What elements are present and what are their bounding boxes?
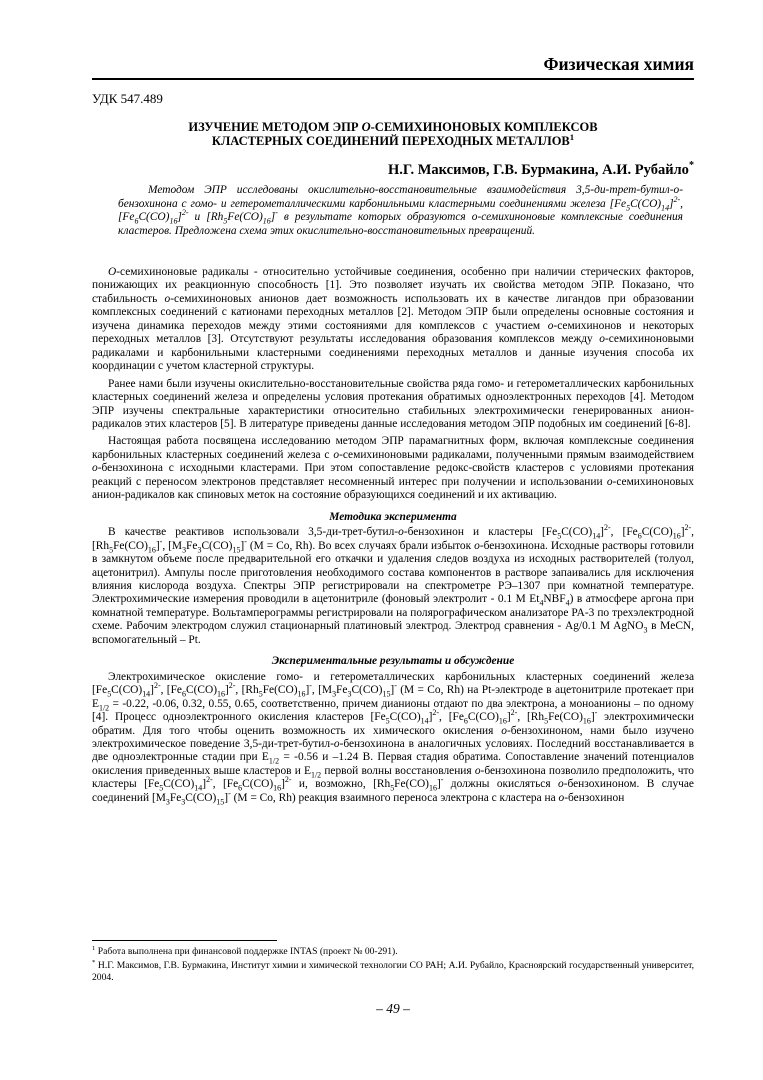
intro-paragraph-3: Настоящая работа посвящена исследованию методом ЭПР парамагнитных форм, включая комплексные соединения карбонильных кластерных соединений железа с о-семихиноновыми радикалами, полученными прямым взаимодействием о-бензохинона с исходными кластерами. При этом сопоставление редокс-свойств кластеров с условиями протекания реакций с переносом электронов представляет несомненный интерес при получении и использовании о-семихиноновых анион-радикалов как спиновых меток на состояние образующихся соединений и их активацию. — [92, 435, 695, 502]
methods-paragraph: В качестве реактивов использовали 3,5-ди-трет-бутил-о-бензохинон и кластеры $[Fe_5C(CO)_{14}]^{2-}$, $[Fe_6C(CO)_{16}]^{2-}$, $[Rh_5Fe(CO)_{16}]^-$, $[M_3Fe_3C(CO)_{15}]^-$ (M = Co, Rh). Во всех случаях брали избыток о-бензохинона. Исходные растворы готовили в замкнутом объеме после предварительной его откачки и удаления следов воздуха из исходных растворителей (толуол, ацетонитрил). Ампулы после приготовления необходимого состава компонентов в растворе запаивались для исключения влияния кислорода воздуха. Спектры ЭПР регистрировали на спектрометре РЭ–1307 при комнатной температуре. Электрохимические измерения проводили в ацетонитриле (фоновый электролит - 0.1 M $Et_4NBF_4$) в атмосфере аргона при комнатной температуре. Вольтамперограммы регистрировали на полярографическом анализаторе PA-3 по трехэлектродной схеме. Рабочим электродом служил стационарный платиновый электрод. Электрод сравнения - Ag/0.1 M AgNO$_3$ в MeCN, вспомогательный – Pt. — [92, 523, 694, 646]
running-header — [92, 54, 694, 84]
intro-paragraph-2: Ранее нами были изучены окислительно-восстановительные свойства ряда гомо- и гетерометаллических карбонильных кластерных соединений железа и определены условия протекания обратимых одноэлектронных переходов [4]. Методом ЭПР изучены спектральные характеристики относительно стабильных электрохимически генерированных анион-радикалов этих кластеров [5]. В литературе приведены данные исследования методом ЭПР подобных им соединений [6-8]. — [92, 377, 694, 430]
footnotes — [92, 946, 694, 986]
footnote-rule — [92, 940, 277, 941]
article-title: ИЗУЧЕНИЕ МЕТОДОМ ЭПР О-СЕМИХИНОНОВЫХ КОМПЛЕКСОВ КЛАСТЕРНЫХ СОЕДИНЕНИЙ ПЕРЕХОДНЫХ МЕТАЛЛОВ$^1$ — [188, 120, 598, 148]
udk-code: УДК 547.489 — [92, 91, 163, 106]
intro-paragraph-1: О-семихиноновые радикалы - относительно устойчивые соединения, особенно при наличии стерических факторов, понижающих их реакционную способность [1]. Это позволяет изучать их свойства методом ЭПР. Показано, что стабильность о-семихиноновых анионов дает возможность использовать их в качестве лигандов при образовании комплексных соединений с катионами переходных металлов [2]. Методом ЭПР были определены основные состояния и изучена динамика переходов между этими состояниями для комплексов с участием о-семихинонов и некоторых переходных металлов [3]. Отсутствуют результаты исследования образования комплексов между о-семихиноновыми радикалами и карбонильными кластерными соединениями переходных металлов и данные изучения способа их координации с учетом кластерной структуры. — [92, 266, 695, 373]
methods-heading: Методика эксперимента — [329, 510, 457, 523]
footnote-affiliations: * Н.Г. Максимов, Г.В. Бурмакина, Институт химии и химической технологии СО РАН; А.И. Рубайло, Красноярский государственный университет, 2004. — [92, 958, 694, 983]
results-paragraph: Электрохимическое окисление гомо- и гетерометаллических карбонильных кластерных соединений железа $[Fe_5C(CO)_{14}]^{2-}$, $[Fe_6C(CO)_{16}]^{2-}$, $[Rh_5Fe(CO)_{16}]^-$, $[M_3Fe_3C(CO)_{15}]^-$ (M = Co, Rh) на Pt-электроде в ацетонитриле протекает при $E_{1/2} = -0.22$, -0.06, 0.32, 0.55, 0.65, соответственно, причем дианионы отдают по два электрона, а моноанионы – по одному [4]. Процесс одноэлектронного окисления кластеров $[Fe_5C(CO)_{14}]^{2-}$, $[Fe_6C(CO)_{16}]^{2-}$, $[Rh_5Fe(CO)_{16}]^-$ электрохимически обратим. Для того чтобы оценить возможность их химического окисления о-бензохиноном, нами было изучено электрохимическое поведение 3,5-ди-трет-бутил-о-бензохинона в аналогичных условиях. Последний восстанавливается в две одноэлектронные стадии при $E_{1/2} = -0.56$ и –1.24 В. Первая стадия обратима. Сопоставление значений потенциалов окисления приведенных выше кластеров и $E_{1/2}$ первой волны восстановления о-бензохинона позволило предположить, что кластеры $[Fe_5C(CO)_{14}]^{2-}$, $[Fe_6C(CO)_{16}]^{2-}$ и, возможно, $[Rh_5Fe(CO)_{16}]^-$ должны окисляться о-бензохиноном. В случае соединений $[M_3Fe_3C(CO)_{15}]^-$ (M = Co, Rh) реакция взаимного переноса электрона с кластера на о-бензохинон — [92, 670, 695, 807]
footnote-funding: $^1$ Работа выполнена при финансовой поддержке INTAS (проект № 00-291). — [92, 944, 398, 957]
results-heading: Экспериментальные результаты и обсуждение — [271, 655, 515, 668]
article-body — [92, 266, 694, 809]
section-title: Физическая химия — [543, 54, 694, 74]
authors: Н.Г. Максимов, Г.В. Бурмакина, А.И. Рубайло* — [387, 160, 694, 178]
abstract: Методом ЭПР исследованы окислительно-восстановительные взаимодействия 3,5-ди-трет-бутил-о-бензохинона с гомо- и гетерометаллическими карбонильными кластерными соединениями железа $[Fe_5C(CO)_{14}]^{2-}$, $[Fe_6C(CO)_{16}]^{2-}$ и $[Rh_5Fe(CO)_{16}]^-$ в результате которых образуются о-семихиноновые комплексные соединения кластеров. Предложена схема этих окислительно-восстановительных превращений. — [118, 184, 683, 238]
page-number: – 49 – — [376, 1001, 410, 1016]
header-rule — [92, 78, 694, 80]
